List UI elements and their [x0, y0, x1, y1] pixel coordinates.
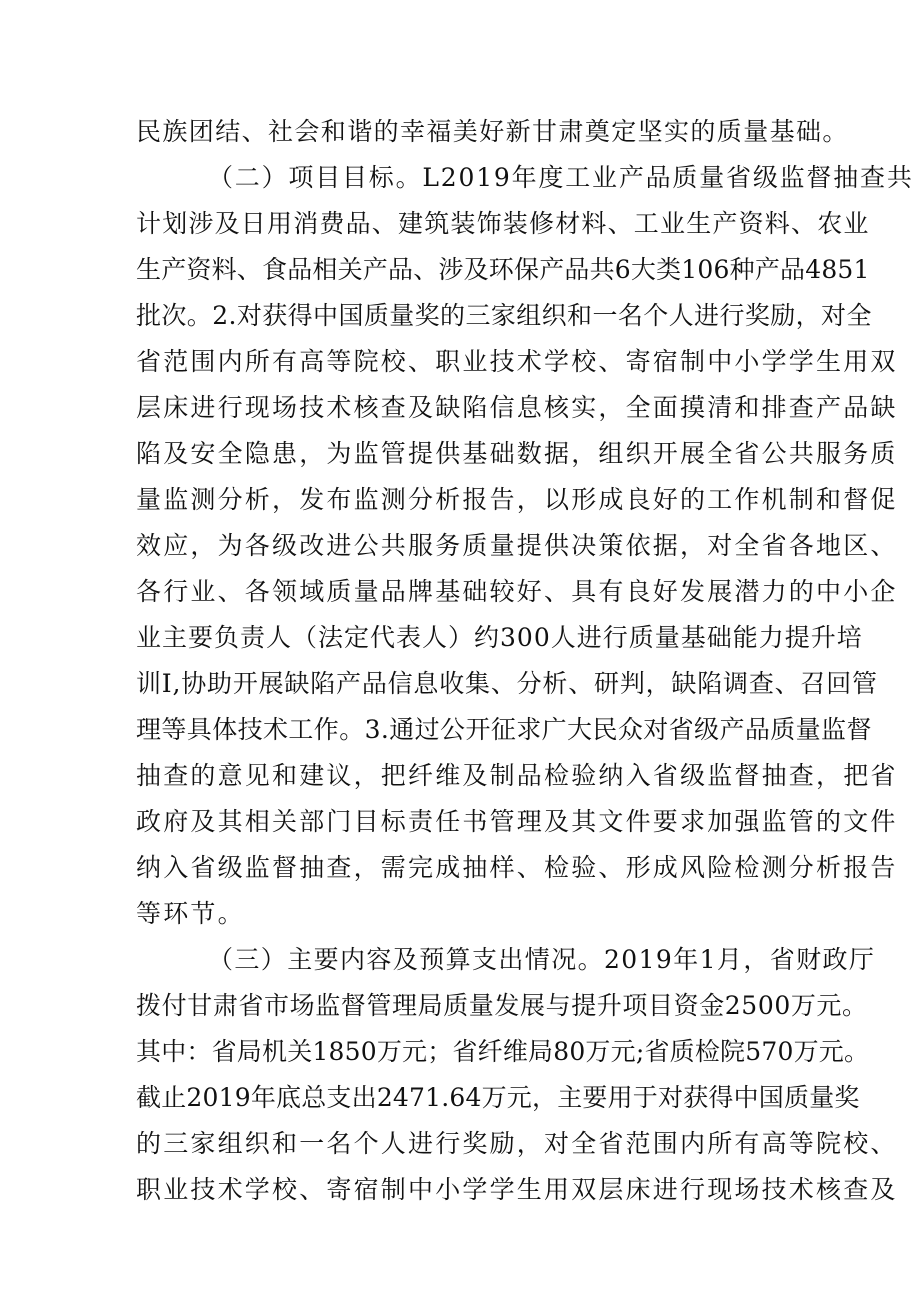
text-line-4: 生产资料、食品相关产品、涉及环保产品共6大类106种产品4851: [136, 255, 870, 284]
text-line-1: 民族团结、社会和谐的幸福美好新甘肃奠定坚实的质量基础。: [136, 117, 849, 146]
text-line-15: 抽查的意见和建议，把纤维及制品检验纳入省级监督抽查，把省: [136, 761, 898, 790]
text-line-13: 训I,协助开展缺陷产品信息收集、分析、研判，缺陷调查、召回管: [136, 669, 878, 698]
text-line-20: 拨付甘肃省市场监督管理局质量发展与提升项目资金2500万元。: [136, 991, 868, 1020]
text-line-16: 政府及其相关部门目标责任书管理及其文件要求加强监管的文件: [136, 807, 898, 836]
text-line-22: 截止2019年底总支出2471.64万元，主要用于对获得中国质量奖: [136, 1083, 860, 1112]
text-line-24: 职业技术学校、寄宿制中小学学生用双层床进行现场技术核查及: [136, 1175, 898, 1204]
text-line-7: 层床进行现场技术核查及缺陷信息核实，全面摸清和排查产品缺: [136, 393, 898, 422]
text-line-12: 业主要负责人（法定代表人）约300人进行质量基础能力提升培: [136, 623, 863, 652]
text-line-10: 效应，为各级改进公共服务质量提供决策依据，对全省各地区、: [136, 531, 898, 560]
text-line-17: 纳入省级监督抽查，需完成抽样、检验、形成风险检测分析报告: [136, 853, 898, 882]
text-line-11: 各行业、各领域质量品牌基础较好、具有良好发展潜力的中小企: [136, 577, 898, 606]
text-line-18: 等环节。: [136, 899, 245, 928]
text-line-8: 陷及安全隐患，为监管提供基础数据，组织开展全省公共服务质: [136, 439, 898, 468]
text-line-3: 计划涉及日用消费品、建筑装饰装修材料、工业生产资料、农业: [136, 209, 870, 238]
text-line-6: 省范围内所有高等院校、职业技术学校、寄宿制中小学学生用双: [136, 347, 898, 376]
text-line-23: 的三家组织和一名个人进行奖励，对全省范围内所有高等院校、: [136, 1129, 898, 1158]
text-line-2: （二）项目目标。L2019年度工业产品质量省级监督抽查共: [208, 163, 914, 192]
text-line-21: 其中：省局机关1850万元；省纤维局80万元;省质检院570万元。: [136, 1037, 870, 1066]
text-line-9: 量监测分析，发布监测分析报告，以形成良好的工作机制和督促: [136, 485, 898, 514]
text-line-19: （三）主要内容及预算支出情况。2019年1月，省财政厅: [208, 945, 876, 974]
text-line-5: 批次。2.对获得中国质量奖的三家组织和一名个人进行奖励，对全: [136, 301, 872, 330]
text-line-14: 理等具体技术工作。3.通过公开征求广大民众对省级产品质量监督: [136, 715, 872, 744]
